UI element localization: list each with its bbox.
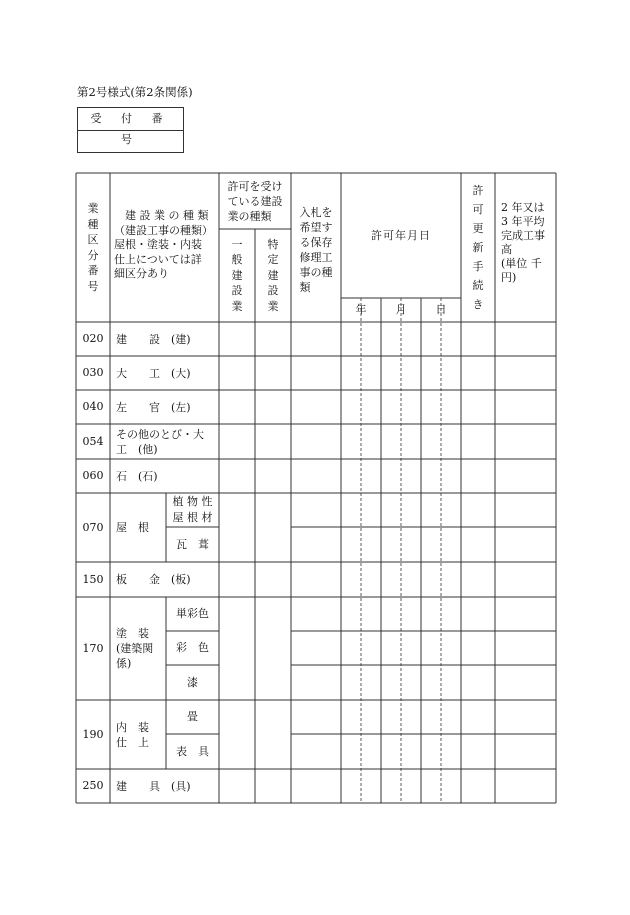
- row-sub-170-2: 漆: [187, 675, 198, 689]
- row-name-060-cell: [110, 459, 219, 493]
- row-code-040: 040: [82, 400, 104, 413]
- header-tokutei-cell: [255, 229, 291, 322]
- row-name-020: 建 設 (建): [116, 332, 191, 346]
- header-tsuki: 月: [395, 303, 407, 316]
- row-name-150-cell: [110, 562, 219, 597]
- header-heikin-cell: [495, 173, 556, 322]
- row-code-040-cell: [76, 390, 110, 424]
- row-code-070-cell: [76, 493, 110, 562]
- row-code-054: 054: [82, 434, 104, 448]
- row-code-170: 170: [82, 641, 104, 655]
- row-code-070: 070: [82, 520, 104, 534]
- header-koshin-cell: [461, 173, 495, 322]
- row-name-040-cell: [110, 390, 219, 424]
- row-sub-170-1-cell: [166, 631, 219, 665]
- header-nen-cell: [341, 298, 381, 322]
- header-tsuki-cell: [381, 298, 421, 322]
- row-code-250-cell: [76, 769, 110, 803]
- header-kensetsu-shurui: 建 設 業 の 種 類 （建設工事の種類） 屋根・塗装・内装 仕上については詳 細区分あり: [114, 209, 213, 280]
- row-name-070-cell: [110, 493, 166, 562]
- row-sub-190-1: 表 具: [176, 744, 209, 758]
- row-name-054: その他のとび・大 工 (他): [116, 427, 204, 456]
- row-code-190: 190: [82, 727, 104, 741]
- row-code-030: 030: [82, 366, 104, 379]
- row-sub-170-0-cell: [166, 597, 219, 631]
- header-koshin: 許 可 更 新 手 続 き: [472, 184, 484, 311]
- row-name-150: 板 金 (板): [116, 573, 191, 586]
- header-kyoka-uketeiru: 許可を受け ている建設 業の種類: [227, 179, 283, 223]
- row-code-250: 250: [82, 779, 104, 792]
- row-code-150: 150: [82, 572, 104, 586]
- row-sub-070-0: 植 物 性 屋 根 材: [172, 495, 213, 524]
- row-sub-070-0-cell: [166, 493, 219, 527]
- row-sub-070-1-cell: [166, 527, 219, 562]
- row-sub-070-1: 瓦 葺: [176, 537, 209, 551]
- row-code-170-cell: [76, 597, 110, 700]
- row-name-040: 左 官 (左): [116, 400, 191, 414]
- row-code-060: 060: [82, 469, 104, 482]
- header-kyoka-nengappi: 許可年月日: [371, 228, 431, 242]
- header-heikin: 2 年又は 3 年平均 完成工事 高 (単位 千 円): [501, 201, 545, 284]
- header-gyoshu-kubun-cell: [76, 173, 110, 322]
- row-code-190-cell: [76, 700, 110, 769]
- row-sub-190-0: 畳: [187, 710, 198, 723]
- row-name-250: 建 具 (具): [116, 779, 191, 793]
- row-sub-170-0: 単彩色: [176, 607, 209, 620]
- header-nen: 年: [355, 303, 367, 316]
- header-kensetsu-shurui-cell: [110, 173, 219, 322]
- row-code-030-cell: [76, 356, 110, 390]
- row-name-054-cell: [110, 424, 219, 459]
- header-nyusatsu: 入札を 希望す る保存 修理工 事の種 類: [299, 206, 333, 294]
- row-sub-170-2-cell: [166, 665, 219, 700]
- header-kyoka-uketeiru-cell: [219, 173, 291, 229]
- header-ippan: 一 般 建 設 業: [231, 237, 243, 313]
- header-hi-cell: [421, 298, 461, 322]
- header-kyoka-nengappi-cell: [341, 173, 461, 298]
- row-name-190: 内 装 仕 上: [116, 720, 149, 749]
- row-name-170: 塗 装 (建築関 係): [116, 627, 154, 670]
- row-code-020: 020: [82, 332, 104, 345]
- reception-number-label: 受 付 番 号: [78, 108, 183, 131]
- row-name-020-cell: [110, 322, 219, 356]
- row-code-020-cell: [76, 322, 110, 356]
- header-hi: 日: [435, 303, 447, 316]
- row-code-060-cell: [76, 459, 110, 493]
- row-name-190-cell: [110, 700, 166, 769]
- row-name-030-cell: [110, 356, 219, 390]
- row-sub-190-1-cell: [166, 734, 219, 769]
- row-code-150-cell: [76, 562, 110, 597]
- header-nyusatsu-cell: [291, 173, 341, 322]
- row-sub-190-0-cell: [166, 700, 219, 734]
- header-tokutei: 特 定 建 設 業: [267, 237, 279, 313]
- row-name-060: 石 (石): [116, 469, 158, 483]
- form-title: 第2号様式(第2条関係): [77, 85, 193, 99]
- header-ippan-cell: [219, 229, 255, 322]
- row-name-250-cell: [110, 769, 219, 803]
- row-name-030: 大 工 (大): [116, 366, 191, 380]
- row-sub-170-1: 彩 色: [176, 641, 209, 654]
- header-gyoshu-kubun: 業 種 区 分 番 号: [87, 202, 99, 293]
- row-name-170-cell: [110, 597, 166, 700]
- row-name-070: 屋 根: [116, 521, 149, 534]
- row-code-054-cell: [76, 424, 110, 459]
